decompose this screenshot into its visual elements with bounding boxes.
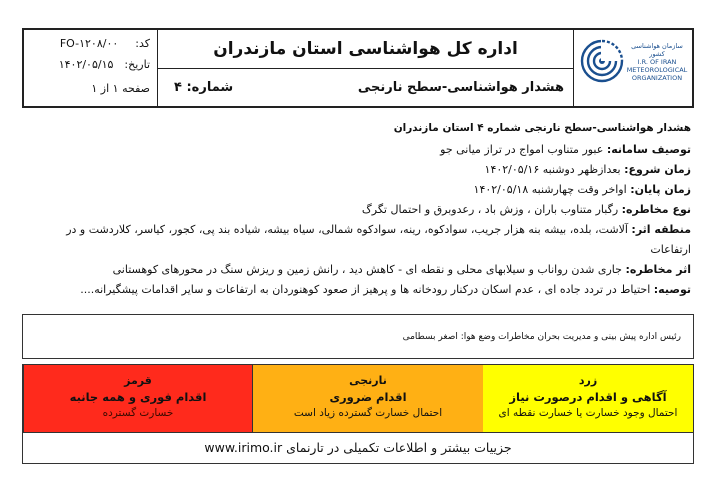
legend-red-desc: خسارت گسترده <box>102 407 174 419</box>
header-divider <box>158 68 573 69</box>
hazard-type-row <box>27 200 691 220</box>
page-number: صفحه ۱ از ۱ <box>91 82 150 95</box>
legend-orange-title: نارنجی <box>349 374 387 387</box>
legend-yellow-action: آگاهی و اقدام درصورت نیاز <box>509 390 667 404</box>
hazard-effect-value: جاری شدن رواناب و سیلابهای محلی و نقطه ای - کاهش دید ، رانش زمین و ریزش سنگ در محورهای کوهستانی <box>112 263 626 276</box>
hazard-effect-label: اثر مخاطره: <box>625 263 691 276</box>
legend-yellow <box>483 365 693 432</box>
warning-level-legend <box>22 364 694 433</box>
legend-orange-desc: احتمال خسارت گسترده زیاد است <box>293 407 443 419</box>
end-time-row <box>27 180 691 200</box>
body-heading: هشدار هواشناسی-سطح نارنجی شماره ۴ استان مازندران <box>393 122 691 134</box>
legend-red <box>23 365 252 432</box>
hazard-effect-row <box>27 260 691 280</box>
start-time-value: بعدازظهر دوشنبه ۱۴۰۲/۰۵/۱۶ <box>484 163 625 176</box>
advice-label: توصیه: <box>653 283 691 296</box>
description-value: عبور متناوب امواج در تراز میانی جو <box>440 143 607 156</box>
warning-title: هشدار هواشناسی-سطح نارنجی <box>357 80 564 95</box>
code-value: FO-۱۲۰۸/۰۰ <box>59 37 119 50</box>
legend-orange <box>252 365 483 432</box>
date-value: ۱۴۰۲/۰۵/۱۵ <box>58 58 114 71</box>
end-time-value: اواخر وقت چهارشنبه ۱۴۰۲/۰۵/۱۸ <box>473 183 631 196</box>
logo-line: ORGANIZATION <box>631 74 683 82</box>
org-title: اداره کل هواشناسی استان مازندران <box>213 39 518 59</box>
warning-number: شماره: ۴ <box>174 80 234 95</box>
description-row <box>27 140 691 160</box>
code-label: کد: <box>135 37 150 50</box>
footer-text: جزییات بیشتر و اطلاعات تکمیلی در تارنمای www.irimo.ir <box>204 440 512 455</box>
start-time-label: زمان شروع: <box>624 163 691 176</box>
hazard-type-value: رگبار متناوب باران ، وزش باد ، رعدوبرق و احتمال تگرگ <box>361 203 622 216</box>
legend-yellow-desc: احتمال وجود خسارت یا خسارت نقطه ای <box>498 407 678 419</box>
hazard-type-label: نوع مخاطره: <box>621 203 691 216</box>
affected-area-row <box>27 220 691 240</box>
logo-line: I.R. OF IRAN <box>637 58 677 66</box>
affected-area-label: منطقه اثر: <box>631 223 691 236</box>
description-label: توصیف سامانه: <box>606 143 691 156</box>
logo-emblem-icon <box>580 39 624 83</box>
signature-box <box>22 314 694 359</box>
affected-area-value: آلاشت، بلده، بیشه بنه هزار جریب، سوادکوه، رینه، سوادکوه شمالی، سیاه بیشه، شیاده بند پی، کجور، کیاسر، کلاردشت و در <box>66 223 632 236</box>
legend-yellow-title: زرد <box>578 374 598 387</box>
warning-body <box>27 118 691 300</box>
signature-text: رئیس اداره پیش بینی و مدیریت بحران مخاطرات وضع هوا: اصغر بسطامی <box>402 332 681 342</box>
logo-text <box>624 42 690 82</box>
legend-red-action: اقدام فوری و همه جانبه <box>69 390 207 404</box>
start-time-row <box>27 160 691 180</box>
legend-red-title: قرمز <box>124 374 152 387</box>
affected-area-continued: ارتفاعات <box>650 243 691 256</box>
code-row <box>34 38 150 50</box>
irimo-logo <box>574 30 692 106</box>
date-row <box>34 59 150 71</box>
logo-line: سازمان هواشناسی کشور <box>631 42 683 58</box>
logo-line: METEOROLOGICAL <box>626 66 688 74</box>
date-label: تاریخ: <box>124 58 150 71</box>
footer <box>22 433 694 464</box>
advice-row <box>27 280 691 300</box>
advice-value: احتیاط در تردد جاده ای ، عدم اسکان درکنار رودخانه ها و پرهیز از صعود کوهنوردان به ارتفاعات و سایر اقدامات پیشگیرانه.... <box>80 283 654 296</box>
document-header <box>22 28 694 108</box>
end-time-label: زمان پایان: <box>630 183 691 196</box>
legend-orange-action: اقدام ضروری <box>329 390 407 404</box>
